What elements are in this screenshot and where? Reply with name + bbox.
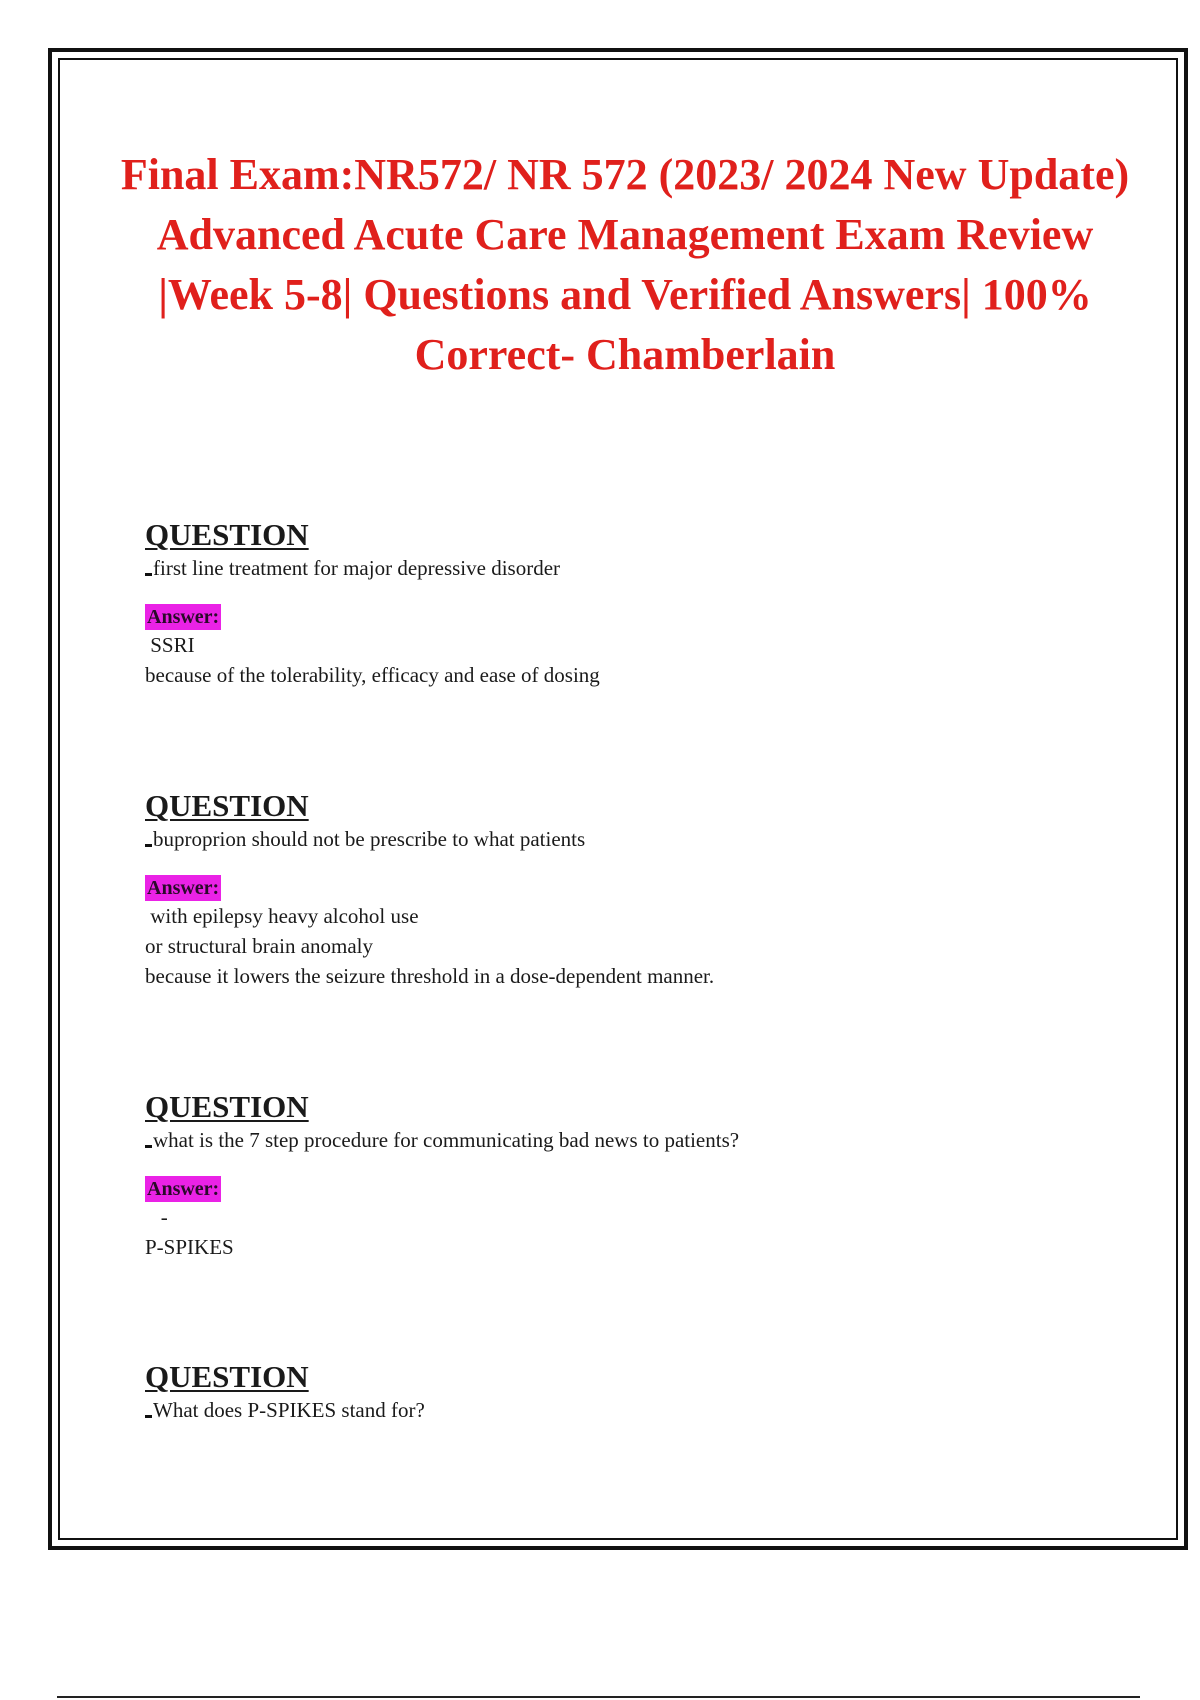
question-block-1	[145, 518, 1145, 690]
question-text	[145, 1396, 1145, 1424]
answer-line: -	[145, 1205, 168, 1229]
answer-line: with epilepsy heavy alcohol use	[145, 904, 419, 928]
answer-line: P-SPIKES	[145, 1235, 234, 1259]
document-title: Final Exam:NR572/ NR 572 (2023/ 2024 New Update) Advanced Acute Care Management Exam Review |Week 5-8| Questions and Verified Answers| 100% Correct- Chamberlain	[120, 150, 1130, 379]
answer-line: because it lowers the seizure threshold in a dose-dependent manner.	[145, 964, 715, 988]
dash-marker	[145, 573, 152, 576]
question-text	[145, 554, 1145, 582]
question-text-content: what is the 7 step procedure for communicating bad news to patients?	[153, 1128, 740, 1152]
question-text-content: first line treatment for major depressive disorder	[153, 556, 561, 580]
question-heading: QUESTION	[145, 517, 309, 552]
question-heading: QUESTION	[145, 1089, 309, 1124]
answer-line: SSRI	[145, 633, 195, 657]
question-text	[145, 825, 1145, 853]
dash-marker	[145, 1415, 152, 1418]
dash-marker	[145, 1145, 152, 1148]
question-heading: QUESTION	[145, 1359, 309, 1394]
answer-line: because of the tolerability, efficacy and ease of dosing	[145, 663, 600, 687]
question-block-4	[145, 1360, 1145, 1424]
question-text	[145, 1126, 1145, 1154]
question-text-content: What does P-SPIKES stand for?	[153, 1398, 425, 1422]
question-text-content: buproprion should not be prescribe to what patients	[153, 827, 586, 851]
question-block-2	[145, 789, 1145, 991]
dash-marker	[145, 844, 152, 847]
answer-label: Answer:	[147, 1178, 220, 1200]
answer-line: or structural brain anomaly	[145, 934, 374, 958]
question-heading: QUESTION	[145, 788, 309, 823]
answer-label: Answer:	[147, 606, 220, 628]
answer-label: Answer:	[147, 877, 220, 899]
footer-divider	[57, 1696, 1140, 1698]
question-block-3	[145, 1090, 1145, 1262]
